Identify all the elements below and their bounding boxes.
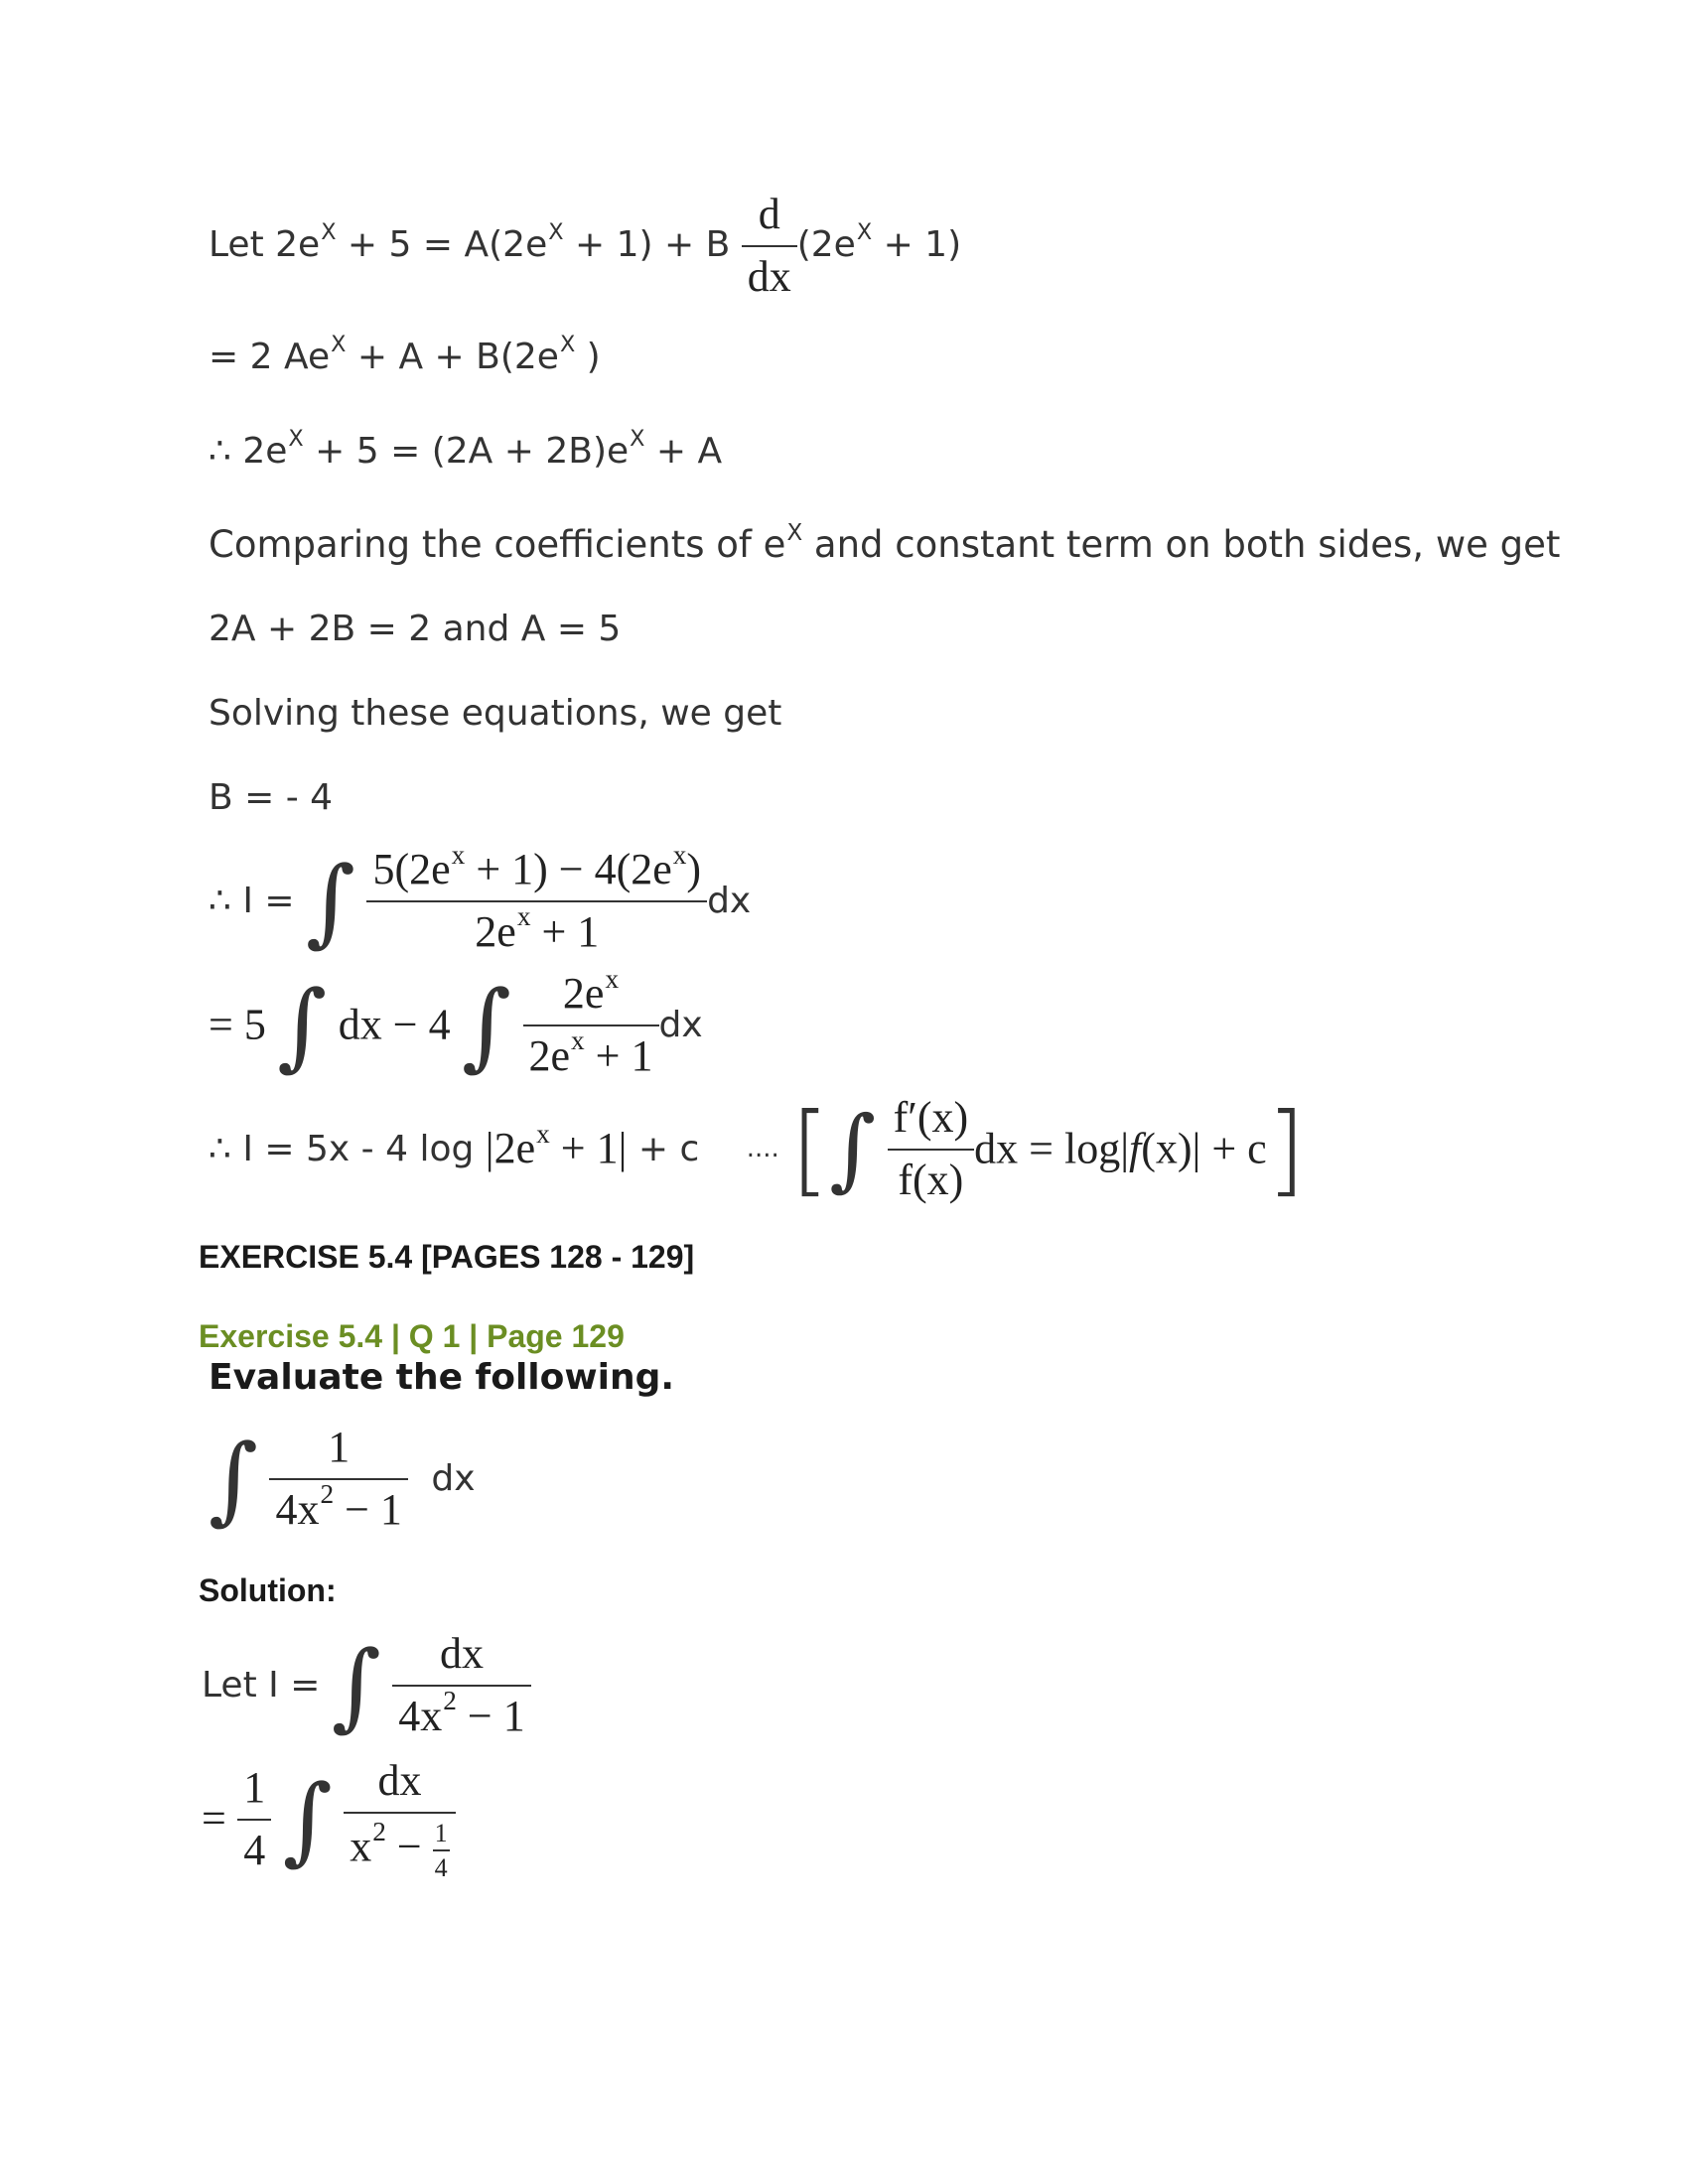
text: = bbox=[202, 1794, 226, 1843]
abs-expr bbox=[485, 1118, 628, 1173]
frac-den bbox=[269, 1478, 407, 1537]
integral-sign: ∫ bbox=[282, 1763, 333, 1875]
frac-num: 1 bbox=[328, 1423, 351, 1471]
text: |2e bbox=[485, 1124, 536, 1173]
text: 4x bbox=[398, 1691, 443, 1740]
frac-den: 4 bbox=[433, 1849, 450, 1883]
frac-den bbox=[366, 900, 707, 959]
question-integral bbox=[209, 1422, 476, 1537]
text: + 5 = A(2e bbox=[336, 223, 548, 265]
text: ) bbox=[575, 337, 601, 377]
text: = 2 Ae bbox=[209, 337, 331, 377]
sup: X bbox=[288, 426, 304, 453]
sup: x bbox=[536, 1118, 550, 1149]
text: − bbox=[385, 1822, 433, 1871]
text: 2e bbox=[562, 969, 605, 1018]
text: + A bbox=[644, 431, 723, 472]
text: 4x bbox=[275, 1484, 320, 1534]
text: 5(2e bbox=[372, 845, 451, 893]
frac-num: 1 bbox=[434, 1818, 448, 1847]
sup: 2 bbox=[372, 1816, 386, 1846]
sup: X bbox=[331, 332, 347, 358]
text: + 1) − 4(2e bbox=[465, 845, 672, 893]
text: = 5 bbox=[209, 1000, 266, 1049]
solution-line-1 bbox=[202, 1628, 531, 1743]
text: − 1 bbox=[456, 1691, 525, 1740]
text: dx = log| bbox=[974, 1124, 1130, 1173]
fraction-rule bbox=[888, 1092, 975, 1207]
text: dx bbox=[431, 1458, 476, 1500]
text: + A + B(2e bbox=[346, 337, 559, 377]
text: Comparing the coefficients of e bbox=[209, 523, 786, 566]
eq-line-10 bbox=[209, 1092, 1306, 1207]
text: (x)| + c bbox=[1141, 1124, 1267, 1173]
question-title: Evaluate the following. bbox=[209, 1357, 675, 1398]
fraction-d-dx bbox=[742, 189, 797, 304]
sup: 2 bbox=[320, 1479, 335, 1510]
sup: X bbox=[630, 426, 645, 453]
text: + 1 bbox=[584, 1030, 653, 1080]
sup: x bbox=[516, 901, 531, 932]
text: + 5 = (2A + 2B)e bbox=[303, 431, 630, 472]
text: + 1| bbox=[549, 1124, 628, 1173]
left-bracket: [ bbox=[790, 1090, 830, 1207]
fraction bbox=[344, 1755, 455, 1883]
frac-den: dx bbox=[742, 245, 797, 304]
sup: X bbox=[548, 219, 564, 246]
question-reference[interactable]: Exercise 5.4 | Q 1 | Page 129 bbox=[199, 1318, 625, 1354]
eq-line-4 bbox=[209, 519, 1561, 567]
text: ) bbox=[686, 845, 702, 893]
text: ∴ I = bbox=[209, 881, 307, 922]
dots: .... bbox=[746, 1134, 779, 1164]
frac-num: f′(x) bbox=[893, 1093, 969, 1142]
eq-line-9 bbox=[209, 963, 703, 1083]
text: and constant term on both sides, we get bbox=[802, 523, 1561, 566]
sup: X bbox=[786, 519, 803, 546]
sup: X bbox=[321, 219, 337, 246]
frac-num bbox=[523, 963, 659, 1024]
frac-num: dx bbox=[440, 1629, 485, 1678]
fraction bbox=[269, 1422, 407, 1537]
text: ∴ I = 5x - 4 log bbox=[209, 1129, 486, 1170]
integral-sign: ∫ bbox=[331, 1629, 381, 1741]
text: dx − 4 bbox=[338, 1000, 451, 1049]
fraction bbox=[392, 1628, 530, 1743]
integral-sign: ∫ bbox=[829, 1096, 877, 1201]
sup: x bbox=[672, 839, 687, 870]
text: ∴ 2e bbox=[209, 431, 288, 472]
frac-den bbox=[523, 1024, 659, 1083]
fraction bbox=[523, 963, 659, 1083]
eq-line-7: B = - 4 bbox=[209, 777, 334, 818]
text: + 1) + B bbox=[563, 223, 742, 265]
sup: x bbox=[451, 839, 466, 870]
frac-num bbox=[366, 839, 707, 900]
frac-den: 4 bbox=[237, 1819, 271, 1877]
sup: X bbox=[856, 219, 873, 246]
sup: 2 bbox=[443, 1686, 457, 1716]
fraction-main bbox=[366, 839, 707, 959]
eq-line-6: Solving these equations, we get bbox=[209, 693, 782, 734]
sup: x bbox=[571, 1025, 585, 1056]
frac-num: 1 bbox=[243, 1762, 266, 1812]
text: dx bbox=[658, 1005, 703, 1046]
text: Let I = bbox=[202, 1665, 332, 1706]
eq-line-8 bbox=[209, 839, 752, 959]
eq-line-3 bbox=[209, 426, 723, 473]
solution-line-2 bbox=[202, 1755, 456, 1883]
small-fraction bbox=[433, 1818, 450, 1883]
text: dx bbox=[707, 881, 752, 922]
text: (2e bbox=[796, 223, 856, 265]
text: 2e bbox=[528, 1030, 571, 1080]
frac-num: d bbox=[758, 190, 780, 238]
exercise-heading: EXERCISE 5.4 [PAGES 128 - 129] bbox=[199, 1239, 695, 1275]
coefficient-fraction bbox=[237, 1762, 271, 1877]
sup: X bbox=[559, 332, 576, 358]
eq-line-2 bbox=[209, 332, 601, 378]
solution-label: Solution: bbox=[199, 1572, 337, 1608]
integral-sign: ∫ bbox=[277, 969, 328, 1081]
text: Let 2e bbox=[209, 223, 321, 265]
frac-num: dx bbox=[377, 1756, 422, 1805]
integral-sign: ∫ bbox=[209, 1423, 259, 1535]
text: + 1 bbox=[530, 906, 600, 956]
sup: x bbox=[605, 963, 620, 994]
text: x bbox=[350, 1822, 372, 1871]
text: + c bbox=[627, 1129, 700, 1170]
text: f bbox=[1129, 1124, 1142, 1173]
right-bracket: ] bbox=[1266, 1090, 1306, 1207]
integral-sign: ∫ bbox=[462, 969, 512, 1081]
text: + 1) bbox=[872, 223, 962, 265]
integral-sign: ∫ bbox=[306, 845, 356, 957]
eq-line-1 bbox=[209, 189, 961, 304]
eq-line-5: 2A + 2B = 2 and A = 5 bbox=[209, 609, 622, 649]
frac-den: f(x) bbox=[888, 1149, 975, 1207]
frac-den bbox=[392, 1685, 530, 1743]
rule-tail bbox=[974, 1124, 1267, 1172]
text: − 1 bbox=[334, 1484, 402, 1534]
frac-den bbox=[344, 1812, 455, 1883]
text: 2e bbox=[475, 906, 516, 956]
